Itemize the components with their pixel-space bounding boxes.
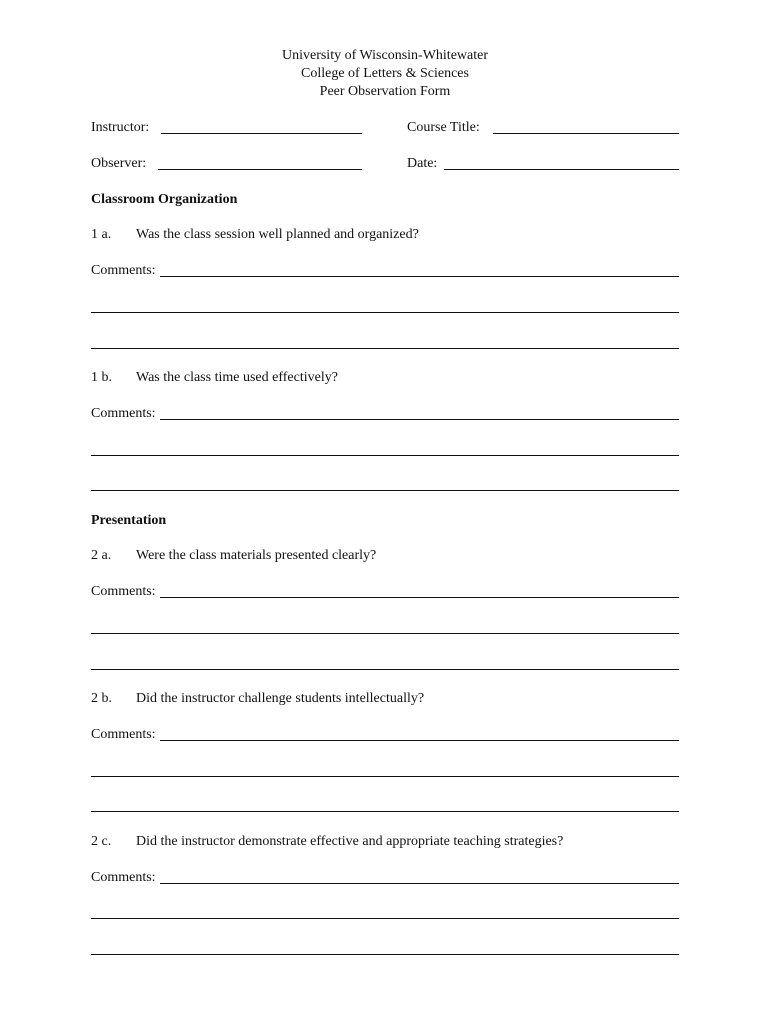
comment-line[interactable] — [160, 276, 679, 277]
question-number: 2 b. — [91, 691, 112, 706]
observer-field[interactable] — [158, 169, 362, 170]
question-text: Was the class time used effectively? — [136, 370, 338, 385]
question-text: Was the class session well planned and organized? — [136, 227, 419, 242]
question-text: Were the class materials presented clearly? — [136, 548, 377, 563]
question-number: 2 a. — [91, 548, 112, 563]
comment-line[interactable] — [160, 883, 679, 884]
question-number: 2 c. — [91, 834, 112, 849]
comment-line[interactable] — [91, 811, 679, 812]
section-heading-presentation: Presentation — [91, 513, 167, 528]
instructor-label: Instructor: — [91, 120, 150, 135]
date-field[interactable] — [444, 169, 679, 170]
section-heading-classroom-organization: Classroom Organization — [91, 192, 238, 207]
question-text: Did the instructor demonstrate effective and appropriate teaching strategies? — [136, 834, 564, 849]
comment-line[interactable] — [91, 954, 679, 955]
comments-label: Comments: — [91, 870, 156, 885]
form-title: Peer Observation Form — [319, 84, 451, 99]
comment-line[interactable] — [91, 669, 679, 670]
comment-line[interactable] — [91, 918, 679, 919]
comments-label: Comments: — [91, 727, 156, 742]
observer-label: Observer: — [91, 156, 147, 171]
comment-line[interactable] — [160, 419, 679, 420]
comments-label: Comments: — [91, 406, 156, 421]
comment-line[interactable] — [160, 597, 679, 598]
college-name: College of Letters & Sciences — [301, 66, 469, 81]
university-name: University of Wisconsin-Whitewater — [281, 48, 488, 63]
course-title-field[interactable] — [493, 133, 679, 134]
comments-label: Comments: — [91, 584, 156, 599]
comment-line[interactable] — [91, 490, 679, 491]
comment-line[interactable] — [91, 776, 679, 777]
comment-line[interactable] — [91, 348, 679, 349]
comments-label: Comments: — [91, 263, 156, 278]
comment-line[interactable] — [91, 633, 679, 634]
question-number: 1 b. — [91, 370, 112, 385]
comment-line[interactable] — [91, 455, 679, 456]
comment-line[interactable] — [91, 312, 679, 313]
comment-line[interactable] — [160, 740, 679, 741]
question-number: 1 a. — [91, 227, 112, 242]
date-label: Date: — [407, 156, 438, 171]
course-title-label: Course Title: — [407, 120, 480, 135]
question-text: Did the instructor challenge students intellectually? — [136, 691, 425, 706]
instructor-field[interactable] — [161, 133, 362, 134]
